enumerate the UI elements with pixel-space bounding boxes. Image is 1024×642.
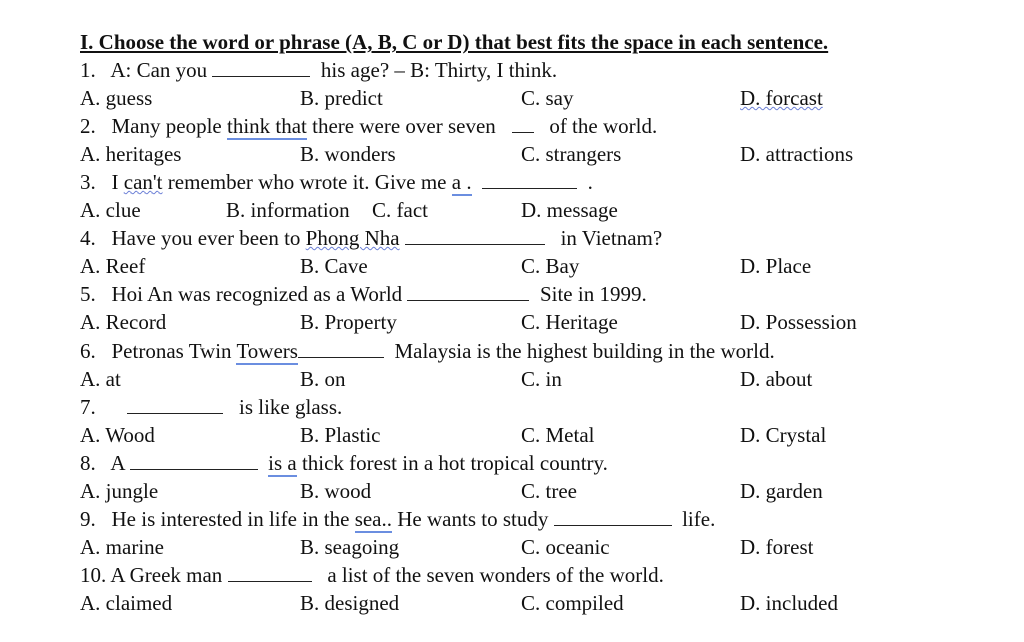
option-d: D. attractions — [740, 142, 854, 166]
option-a: A. Reef — [80, 254, 146, 278]
option-b: B. seagoing — [300, 535, 400, 559]
option-d: D. Possession — [740, 310, 857, 334]
option-c: C. compiled — [521, 591, 624, 615]
answer-blank — [512, 114, 534, 133]
option-b: B. wonders — [300, 142, 396, 166]
question-text-marked: is a — [268, 451, 297, 475]
question-text: He is interested in life in the — [111, 507, 350, 531]
question-text: his age? – B: Thirty, I think. — [320, 58, 558, 82]
option-b: B. designed — [300, 591, 400, 615]
question-text-marked: can't — [123, 170, 163, 194]
answer-blank — [554, 507, 672, 526]
question-text: life. — [682, 507, 716, 531]
question-4 — [80, 225, 662, 251]
option-b: B. on — [300, 367, 346, 391]
option-c: C. in — [521, 367, 562, 391]
option-d: D. garden — [740, 479, 823, 503]
question-text: . — [587, 170, 593, 194]
question-number: 9. — [80, 507, 96, 531]
option-d: D. Place — [740, 254, 812, 278]
option-a: A. claimed — [80, 591, 173, 615]
question-7 — [80, 394, 342, 420]
question-text: remember who wrote it. Give me — [167, 170, 447, 194]
question-text: A Greek man — [110, 563, 223, 587]
question-2 — [80, 113, 657, 139]
option-d: D. forest — [740, 535, 814, 559]
question-text: A: Can you — [110, 58, 208, 82]
question-text: a list of the seven wonders of the world. — [327, 563, 664, 587]
question-text: there were over seven — [312, 114, 496, 138]
option-a: A. at — [80, 367, 121, 391]
option-a: A. Wood — [80, 423, 155, 447]
question-text-marked: sea.. — [354, 507, 393, 531]
option-b: B. Property — [300, 310, 397, 334]
question-text: Petronas Twin — [111, 339, 232, 363]
option-c: C. say — [521, 86, 574, 110]
question-number: 6. — [80, 339, 96, 363]
answer-blank — [405, 226, 545, 245]
option-d: D. included — [740, 591, 838, 615]
question-text-marked: Phong Nha — [305, 226, 400, 250]
question-text-marked: think that — [226, 114, 307, 138]
question-text: Have you ever been to — [111, 226, 301, 250]
question-number: 10. — [80, 563, 107, 587]
option-a: A. Record — [80, 310, 167, 334]
option-d — [740, 85, 823, 111]
option-b: B. wood — [300, 479, 372, 503]
answer-blank — [127, 395, 223, 414]
option-c: C. Bay — [521, 254, 580, 278]
question-number: 3. — [80, 170, 96, 194]
option-c: C. fact — [372, 198, 428, 222]
answer-blank — [212, 58, 310, 77]
question-10 — [80, 562, 664, 588]
question-text: Site in 1999. — [539, 282, 647, 306]
question-text: I — [111, 170, 119, 194]
answer-blank — [407, 282, 529, 301]
option-b: B. predict — [300, 86, 383, 110]
option-a: A. clue — [80, 198, 141, 222]
option-d: D. about — [740, 367, 813, 391]
question-8 — [80, 450, 608, 476]
option-b: B. Cave — [300, 254, 368, 278]
option-c: C. strangers — [521, 142, 622, 166]
question-number: 8. — [80, 451, 96, 475]
question-text: He wants to study — [397, 507, 549, 531]
question-3 — [80, 169, 593, 195]
question-number: 2. — [80, 114, 96, 138]
question-number: 5. — [80, 282, 96, 306]
option-a: A. marine — [80, 535, 164, 559]
question-number: 4. — [80, 226, 96, 250]
option-c: C. tree — [521, 479, 577, 503]
answer-blank — [228, 563, 312, 582]
question-9 — [80, 506, 715, 532]
option-b: B. information — [226, 198, 350, 222]
question-text: A — [110, 451, 125, 475]
question-text-marked: Towers — [236, 339, 298, 363]
question-5 — [80, 281, 647, 307]
option-b: B. Plastic — [300, 423, 381, 447]
question-text-marked: a . — [451, 170, 472, 194]
answer-blank — [298, 339, 384, 358]
question-number: 1. — [80, 58, 96, 82]
option-a: A. heritages — [80, 142, 182, 166]
option-c: C. Metal — [521, 423, 595, 447]
section-heading: I. Choose the word or phrase (A, B, C or D) that best fits the space in each sentence. — [80, 30, 829, 54]
option-d-text: D. forcast — [740, 86, 823, 110]
question-text: thick forest in a hot tropical country. — [301, 451, 608, 475]
question-text: Malaysia is the highest building in the world. — [394, 339, 775, 363]
option-c: C. oceanic — [521, 535, 610, 559]
question-text: is like glass. — [239, 395, 343, 419]
question-text: Hoi An was recognized as a World — [111, 282, 403, 306]
question-1 — [80, 57, 557, 83]
question-text: in Vietnam? — [560, 226, 663, 250]
answer-blank — [482, 170, 577, 189]
option-c: C. Heritage — [521, 310, 618, 334]
answer-blank — [130, 451, 258, 470]
option-d: D. Crystal — [740, 423, 827, 447]
question-text: Many people — [111, 114, 222, 138]
option-d: D. message — [521, 198, 618, 222]
question-number: 7. — [80, 395, 96, 419]
option-a: A. jungle — [80, 479, 159, 503]
question-6 — [80, 338, 775, 364]
option-a: A. guess — [80, 86, 153, 110]
question-text: of the world. — [549, 114, 658, 138]
